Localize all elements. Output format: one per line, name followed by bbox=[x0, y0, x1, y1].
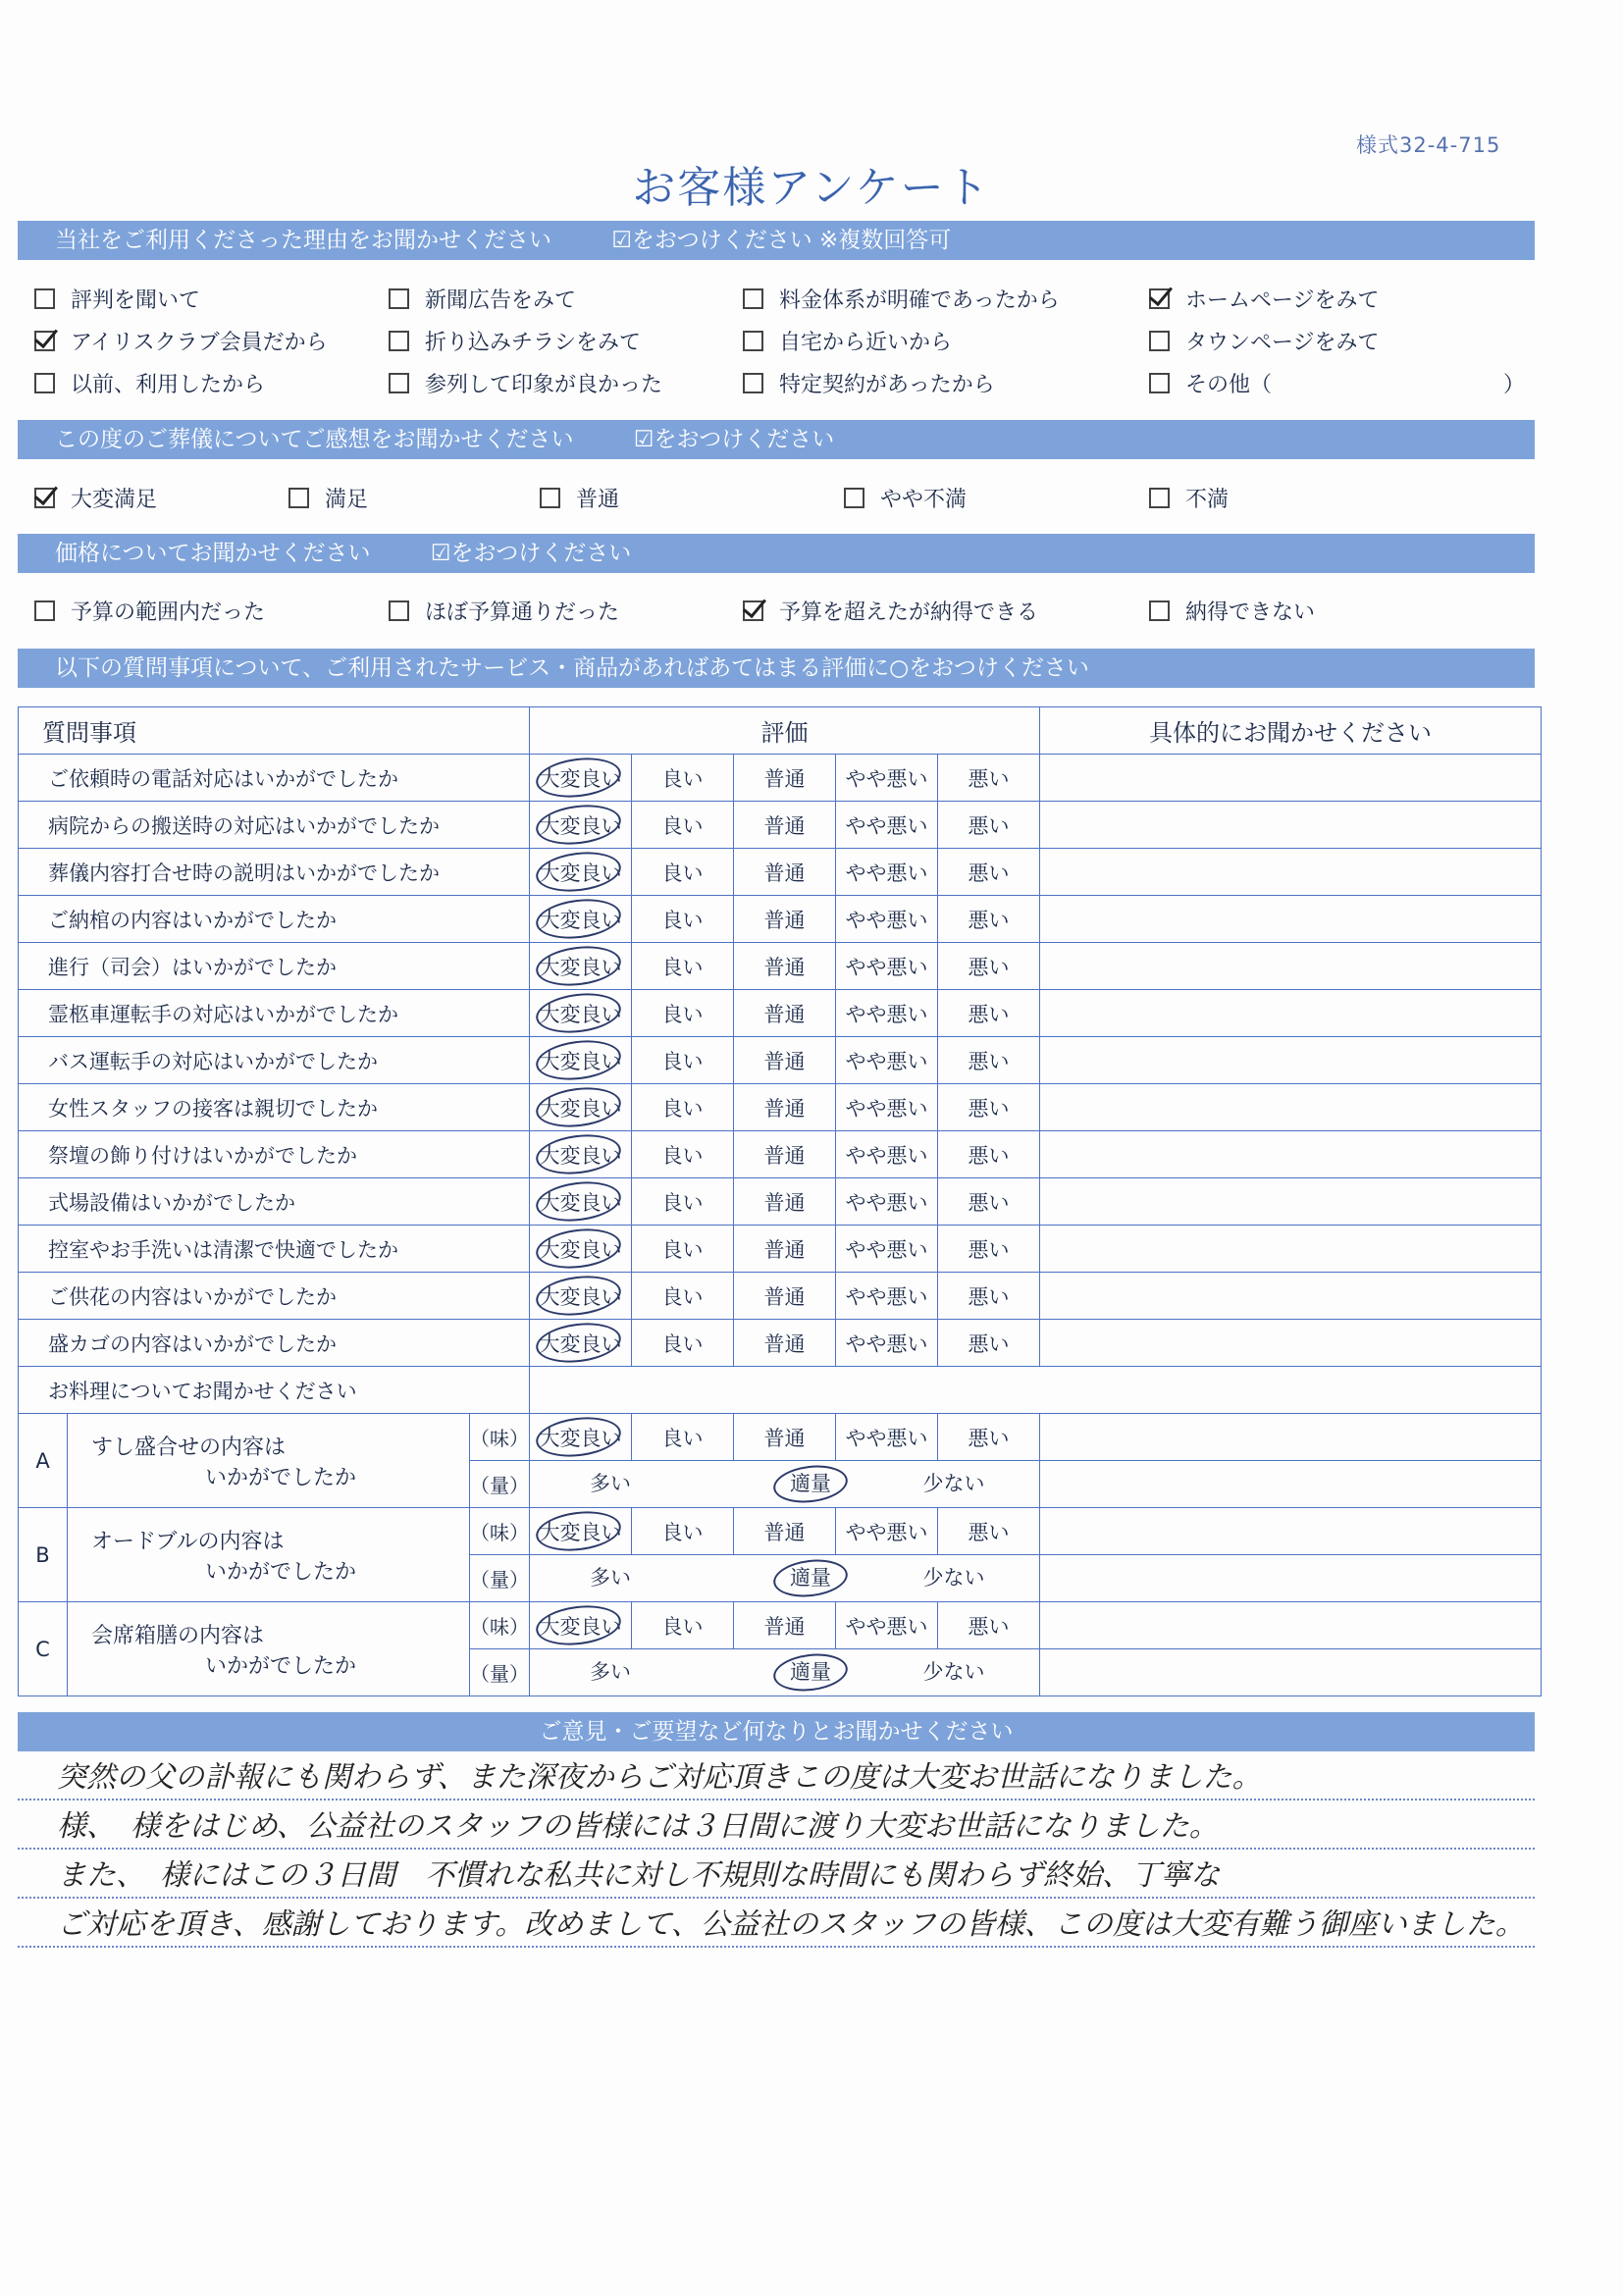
rating-1[interactable]: 大変良い bbox=[530, 1178, 632, 1226]
rating-table bbox=[18, 706, 1542, 1696]
details-cell[interactable] bbox=[1040, 755, 1542, 802]
taste-label: （味） bbox=[470, 1508, 530, 1555]
question-row bbox=[19, 1320, 1542, 1367]
rating-3[interactable]: 普通 bbox=[734, 1226, 836, 1273]
reason-option-label: アイリスクラブ会員だから bbox=[71, 331, 328, 355]
impression-option-label: やや不満 bbox=[880, 488, 968, 512]
column-header-details: 具体的にお聞かせください bbox=[1040, 707, 1542, 755]
reason-option[interactable] bbox=[1149, 326, 1380, 356]
checkbox[interactable] bbox=[389, 373, 409, 393]
reason-option-label: 料金体系が明確であったから bbox=[779, 288, 1060, 313]
details-cell[interactable] bbox=[1040, 1178, 1542, 1226]
reason-option-label: 特定契約があったから bbox=[779, 373, 995, 397]
rating-2[interactable]: 良い bbox=[632, 990, 734, 1037]
price-option[interactable] bbox=[389, 596, 619, 626]
rating-1[interactable]: 大変良い bbox=[530, 1084, 632, 1131]
section-ratings-header bbox=[18, 649, 1535, 688]
checkbox[interactable] bbox=[1149, 488, 1170, 508]
rating-4[interactable]: やや悪い bbox=[836, 1602, 938, 1649]
rating-3[interactable]: 普通 bbox=[734, 990, 836, 1037]
rating-4[interactable]: やや悪い bbox=[836, 1273, 938, 1320]
reason-option-label: 新聞広告をみて bbox=[425, 288, 577, 313]
rating-4[interactable]: やや悪い bbox=[836, 1178, 938, 1226]
dish-name-line1: すし盛合せの内容は bbox=[91, 1435, 287, 1460]
details-cell[interactable] bbox=[1040, 943, 1542, 990]
quantity-option[interactable]: 少ない bbox=[922, 1660, 985, 1684]
question-row bbox=[19, 1037, 1542, 1084]
rating-3[interactable]: 普通 bbox=[734, 1320, 836, 1367]
details-cell[interactable] bbox=[1040, 849, 1542, 896]
question-row bbox=[19, 1131, 1542, 1178]
page-title: お客様アンケート bbox=[632, 163, 991, 213]
details-cell[interactable] bbox=[1040, 1131, 1542, 1178]
question-text: 控室やお手洗いは清潔で快適でしたか bbox=[19, 1226, 530, 1273]
reason-option[interactable] bbox=[1149, 368, 1525, 398]
dish-taste-row bbox=[19, 1602, 1542, 1649]
section-impression-title: この度のご葬儀についてご感想をお聞かせください bbox=[55, 427, 574, 452]
checkbox[interactable] bbox=[389, 288, 409, 309]
dish-name-line2: いかがでしたか bbox=[205, 1559, 357, 1585]
section-reasons-title: 当社をご利用くださった理由をお聞かせください bbox=[55, 228, 551, 253]
question-row bbox=[19, 755, 1542, 802]
dish-letter: B bbox=[19, 1508, 68, 1602]
rating-1[interactable]: 大変良い bbox=[530, 896, 632, 943]
reason-option-label: その他（ bbox=[1185, 373, 1273, 397]
section-impression-note: ☑をおつけください bbox=[633, 427, 835, 452]
question-text: ご納棺の内容はいかがでしたか bbox=[19, 896, 530, 943]
section-impression-header bbox=[18, 420, 1535, 459]
reason-option-label: 評判を聞いて bbox=[71, 288, 201, 313]
rating-2[interactable]: 良い bbox=[632, 755, 734, 802]
checkbox[interactable] bbox=[34, 331, 55, 351]
rating-3[interactable]: 普通 bbox=[734, 1273, 836, 1320]
quantity-label: （量） bbox=[470, 1555, 530, 1602]
details-cell[interactable] bbox=[1040, 896, 1542, 943]
checkbox[interactable] bbox=[389, 331, 409, 351]
impression-option-label: 不満 bbox=[1185, 488, 1230, 512]
rating-2[interactable]: 良い bbox=[632, 1508, 734, 1555]
dish-taste-row bbox=[19, 1414, 1542, 1461]
checkbox[interactable] bbox=[540, 488, 560, 508]
rating-4[interactable]: やや悪い bbox=[836, 1037, 938, 1084]
rating-5[interactable]: 悪い bbox=[938, 990, 1040, 1037]
quantity-option[interactable]: 多い bbox=[590, 1566, 632, 1590]
section-price-header bbox=[18, 534, 1535, 573]
reason-option-label: タウンページをみて bbox=[1185, 331, 1380, 355]
rating-1[interactable]: 大変良い bbox=[530, 1226, 632, 1273]
quantity-option[interactable]: 少ない bbox=[922, 1566, 985, 1590]
impression-option[interactable] bbox=[288, 483, 368, 513]
rating-1[interactable]: 大変良い bbox=[530, 1320, 632, 1367]
checkbox[interactable] bbox=[1149, 331, 1170, 351]
section-price-note: ☑をおつけください bbox=[430, 541, 632, 566]
rating-3[interactable]: 普通 bbox=[734, 1178, 836, 1226]
price-option[interactable] bbox=[34, 596, 265, 626]
impression-option[interactable] bbox=[540, 483, 619, 513]
details-cell[interactable] bbox=[1040, 990, 1542, 1037]
rating-5[interactable]: 悪い bbox=[938, 1320, 1040, 1367]
quantity-option[interactable]: 適量 bbox=[759, 1649, 862, 1696]
checkbox[interactable] bbox=[743, 373, 763, 393]
reason-option[interactable] bbox=[1149, 284, 1380, 314]
rating-3[interactable]: 普通 bbox=[734, 1414, 836, 1461]
reason-option[interactable] bbox=[34, 326, 328, 356]
question-text: ご依頼時の電話対応はいかがでしたか bbox=[19, 755, 530, 802]
comments-header: ご意見・ご要望など何なりとお聞かせください bbox=[18, 1712, 1535, 1751]
dish-name-line1: 会席箱膳の内容は bbox=[91, 1623, 265, 1648]
details-cell[interactable] bbox=[1040, 1649, 1542, 1696]
dish-taste-row bbox=[19, 1508, 1542, 1555]
question-text: 女性スタッフの接客は親切でしたか bbox=[19, 1084, 530, 1131]
rating-4[interactable]: やや悪い bbox=[836, 1084, 938, 1131]
question-row bbox=[19, 849, 1542, 896]
checkbox[interactable] bbox=[389, 600, 409, 621]
details-cell[interactable] bbox=[1040, 1461, 1542, 1508]
checkbox[interactable] bbox=[1149, 373, 1170, 393]
rating-4[interactable]: やや悪い bbox=[836, 802, 938, 849]
rating-3[interactable]: 普通 bbox=[734, 896, 836, 943]
rating-1[interactable]: 大変良い bbox=[530, 849, 632, 896]
comments-section bbox=[18, 1712, 1535, 1948]
quantity-option[interactable]: 適量 bbox=[759, 1555, 862, 1601]
rating-3[interactable]: 普通 bbox=[734, 802, 836, 849]
rating-2[interactable]: 良い bbox=[632, 1131, 734, 1178]
rating-2[interactable]: 良い bbox=[632, 1178, 734, 1226]
checkbox[interactable] bbox=[34, 288, 55, 309]
rating-5[interactable]: 悪い bbox=[938, 1084, 1040, 1131]
impression-option[interactable] bbox=[844, 483, 967, 513]
rating-3[interactable]: 普通 bbox=[734, 943, 836, 990]
question-row bbox=[19, 990, 1542, 1037]
reason-option[interactable] bbox=[743, 368, 995, 398]
column-header-question: 質問事項 bbox=[19, 707, 530, 755]
question-text: 葬儀内容打合せ時の説明はいかがでしたか bbox=[19, 849, 530, 896]
food-heading: お料理についてお聞かせください bbox=[19, 1367, 530, 1414]
rating-2[interactable]: 良い bbox=[632, 1602, 734, 1649]
rating-2[interactable]: 良い bbox=[632, 1037, 734, 1084]
quantity-option[interactable]: 多い bbox=[590, 1660, 632, 1684]
comment-line: また、 様にはこの３日間 不慣れな私共に対し不規則な時間にも関わらず終始、丁寧な bbox=[18, 1850, 1535, 1899]
checkbox[interactable] bbox=[1149, 600, 1170, 621]
rating-5[interactable]: 悪い bbox=[938, 755, 1040, 802]
details-cell[interactable] bbox=[1040, 1508, 1542, 1555]
checkbox[interactable] bbox=[34, 488, 55, 508]
impression-option-label: 大変満足 bbox=[71, 488, 158, 512]
price-option[interactable] bbox=[743, 596, 1038, 626]
food-heading-row bbox=[19, 1367, 1542, 1414]
taste-label: （味） bbox=[470, 1414, 530, 1461]
details-cell[interactable] bbox=[1040, 1226, 1542, 1273]
rating-5[interactable]: 悪い bbox=[938, 1602, 1040, 1649]
reason-option[interactable] bbox=[743, 284, 1060, 314]
rating-2[interactable]: 良い bbox=[632, 1084, 734, 1131]
rating-3[interactable]: 普通 bbox=[734, 1602, 836, 1649]
rating-5[interactable]: 悪い bbox=[938, 1131, 1040, 1178]
rating-4[interactable]: やや悪い bbox=[836, 755, 938, 802]
section-ratings-title: 以下の質問事項について、ご利用されたサービス・商品があればあてはまる評価に○をおつけください bbox=[55, 655, 1089, 681]
reason-option[interactable] bbox=[389, 284, 576, 314]
details-cell[interactable] bbox=[1040, 1414, 1542, 1461]
reason-option[interactable] bbox=[389, 368, 662, 398]
quantity-options bbox=[530, 1461, 1040, 1508]
question-row bbox=[19, 896, 1542, 943]
impression-option-label: 満足 bbox=[325, 488, 369, 512]
reason-option-label: 以前、利用したから bbox=[71, 373, 266, 397]
quantity-option[interactable]: 多い bbox=[590, 1472, 632, 1495]
price-option[interactable] bbox=[1149, 596, 1315, 626]
question-row bbox=[19, 802, 1542, 849]
question-text: 式場設備はいかがでしたか bbox=[19, 1178, 530, 1226]
rating-1[interactable]: 大変良い bbox=[530, 802, 632, 849]
reason-option[interactable] bbox=[389, 326, 641, 356]
question-row bbox=[19, 943, 1542, 990]
form-id: 様式32-4-715 bbox=[1356, 133, 1501, 157]
rating-4[interactable]: やや悪い bbox=[836, 1131, 938, 1178]
reason-option-label: 参列して印象が良かった bbox=[425, 373, 663, 397]
rating-1[interactable]: 大変良い bbox=[530, 1131, 632, 1178]
reason-option-label: ホームページをみて bbox=[1185, 288, 1380, 313]
question-text: 進行（司会）はいかがでしたか bbox=[19, 943, 530, 990]
quantity-label: （量） bbox=[470, 1461, 530, 1508]
rating-5[interactable]: 悪い bbox=[938, 896, 1040, 943]
question-row bbox=[19, 1226, 1542, 1273]
rating-4[interactable]: やや悪い bbox=[836, 1320, 938, 1367]
dish-name bbox=[68, 1414, 470, 1508]
section-price-title: 価格についてお聞かせください bbox=[55, 541, 371, 566]
reason-option[interactable] bbox=[743, 326, 952, 356]
question-text: ご供花の内容はいかがでしたか bbox=[19, 1273, 530, 1320]
details-cell[interactable] bbox=[1040, 1037, 1542, 1084]
rating-1[interactable]: 大変良い bbox=[530, 990, 632, 1037]
checkbox[interactable] bbox=[34, 600, 55, 621]
rating-3[interactable]: 普通 bbox=[734, 1131, 836, 1178]
taste-label: （味） bbox=[470, 1602, 530, 1649]
details-cell[interactable] bbox=[1040, 1320, 1542, 1367]
rating-4[interactable]: やや悪い bbox=[836, 1226, 938, 1273]
rating-3[interactable]: 普通 bbox=[734, 849, 836, 896]
section-reasons-header bbox=[18, 221, 1535, 260]
question-text: 盛カゴの内容はいかがでしたか bbox=[19, 1320, 530, 1367]
impression-option[interactable] bbox=[1149, 483, 1229, 513]
rating-1[interactable]: 大変良い bbox=[530, 943, 632, 990]
checkbox[interactable] bbox=[288, 488, 309, 508]
dish-letter: C bbox=[19, 1602, 68, 1696]
rating-4[interactable]: やや悪い bbox=[836, 943, 938, 990]
details-cell[interactable] bbox=[1040, 1602, 1542, 1649]
rating-4[interactable]: やや悪い bbox=[836, 990, 938, 1037]
price-option-label: 予算を超えたが納得できる bbox=[779, 600, 1039, 625]
question-row bbox=[19, 1178, 1542, 1226]
checkbox[interactable] bbox=[1149, 288, 1170, 309]
dish-name-line2: いかがでしたか bbox=[205, 1465, 357, 1490]
rating-2[interactable]: 良い bbox=[632, 1414, 734, 1461]
checkbox[interactable] bbox=[743, 288, 763, 309]
rating-5[interactable]: 悪い bbox=[938, 943, 1040, 990]
price-option-label: 納得できない bbox=[1185, 600, 1316, 625]
rating-5[interactable]: 悪い bbox=[938, 1178, 1040, 1226]
reason-option-label: 折り込みチラシをみて bbox=[425, 331, 642, 355]
rating-2[interactable]: 良い bbox=[632, 849, 734, 896]
details-cell[interactable] bbox=[1040, 1555, 1542, 1602]
checkbox[interactable] bbox=[844, 488, 864, 508]
price-option-label: ほぼ予算通りだった bbox=[425, 600, 620, 625]
details-cell[interactable] bbox=[1040, 802, 1542, 849]
dish-name-line2: いかがでしたか bbox=[205, 1653, 357, 1679]
quantity-option[interactable]: 少ない bbox=[922, 1472, 985, 1495]
question-row bbox=[19, 1084, 1542, 1131]
rating-2[interactable]: 良い bbox=[632, 943, 734, 990]
question-text: 病院からの搬送時の対応はいかがでしたか bbox=[19, 802, 530, 849]
details-cell[interactable] bbox=[1040, 1084, 1542, 1131]
rating-5[interactable]: 悪い bbox=[938, 1508, 1040, 1555]
dish-name-line1: オードブルの内容は bbox=[91, 1529, 285, 1554]
rating-4[interactable]: やや悪い bbox=[836, 849, 938, 896]
rating-3[interactable]: 普通 bbox=[734, 1037, 836, 1084]
checkbox[interactable] bbox=[743, 600, 763, 621]
quantity-options bbox=[530, 1649, 1040, 1696]
details-cell[interactable] bbox=[1040, 1273, 1542, 1320]
rating-5[interactable]: 悪い bbox=[938, 1414, 1040, 1461]
checkbox[interactable] bbox=[34, 373, 55, 393]
rating-2[interactable]: 良い bbox=[632, 802, 734, 849]
dish-letter: A bbox=[19, 1414, 68, 1508]
other-close-paren: ） bbox=[1503, 373, 1526, 397]
impression-option-label: 普通 bbox=[576, 488, 620, 512]
question-text: 祭壇の飾り付けはいかがでしたか bbox=[19, 1131, 530, 1178]
rating-5[interactable]: 悪い bbox=[938, 1226, 1040, 1273]
question-row bbox=[19, 1273, 1542, 1320]
quantity-options bbox=[530, 1555, 1040, 1602]
comment-line: ご対応を頂き、感謝しております。改めまして、公益社のスタッフの皆様、この度は大変有難う御座いました。 bbox=[18, 1899, 1535, 1948]
question-text: 霊柩車運転手の対応はいかがでしたか bbox=[19, 990, 530, 1037]
price-option-label: 予算の範囲内だった bbox=[71, 600, 266, 625]
rating-3[interactable]: 普通 bbox=[734, 1508, 836, 1555]
column-header-rating: 評価 bbox=[530, 707, 1040, 755]
rating-3[interactable]: 普通 bbox=[734, 755, 836, 802]
rating-1[interactable]: 大変良い bbox=[530, 755, 632, 802]
rating-1[interactable]: 大変良い bbox=[530, 1273, 632, 1320]
reason-option[interactable] bbox=[34, 368, 265, 398]
rating-4[interactable]: やや悪い bbox=[836, 896, 938, 943]
rating-1[interactable]: 大変良い bbox=[530, 1037, 632, 1084]
rating-3[interactable]: 普通 bbox=[734, 1084, 836, 1131]
reason-option-label: 自宅から近いから bbox=[779, 331, 953, 355]
rating-1[interactable]: 大変良い bbox=[530, 1414, 632, 1461]
reason-option[interactable] bbox=[34, 284, 200, 314]
rating-4[interactable]: やや悪い bbox=[836, 1508, 938, 1555]
quantity-option[interactable]: 適量 bbox=[759, 1461, 862, 1507]
rating-1[interactable]: 大変良い bbox=[530, 1602, 632, 1649]
rating-5[interactable]: 悪い bbox=[938, 802, 1040, 849]
quantity-label: （量） bbox=[470, 1649, 530, 1696]
food-heading-blank bbox=[530, 1367, 1542, 1414]
section-reasons-note: ☑をおつけください ※複数回答可 bbox=[611, 228, 952, 253]
dish-name bbox=[68, 1508, 470, 1602]
rating-5[interactable]: 悪い bbox=[938, 849, 1040, 896]
rating-2[interactable]: 良い bbox=[632, 896, 734, 943]
question-text: バス運転手の対応はいかがでしたか bbox=[19, 1037, 530, 1084]
rating-2[interactable]: 良い bbox=[632, 1320, 734, 1367]
dish-name bbox=[68, 1602, 470, 1696]
comment-line: 様、 様をはじめ、公益社のスタッフの皆様には３日間に渡り大変お世話になりました。 bbox=[18, 1800, 1535, 1850]
comment-line: 突然の父の訃報にも関わらず、また深夜からご対応頂きこの度は大変お世話になりました。 bbox=[18, 1751, 1535, 1800]
impression-option[interactable] bbox=[34, 483, 157, 513]
rating-1[interactable]: 大変良い bbox=[530, 1508, 632, 1555]
rating-2[interactable]: 良い bbox=[632, 1226, 734, 1273]
checkbox[interactable] bbox=[743, 331, 763, 351]
rating-5[interactable]: 悪い bbox=[938, 1273, 1040, 1320]
rating-2[interactable]: 良い bbox=[632, 1273, 734, 1320]
rating-4[interactable]: やや悪い bbox=[836, 1414, 938, 1461]
rating-5[interactable]: 悪い bbox=[938, 1037, 1040, 1084]
